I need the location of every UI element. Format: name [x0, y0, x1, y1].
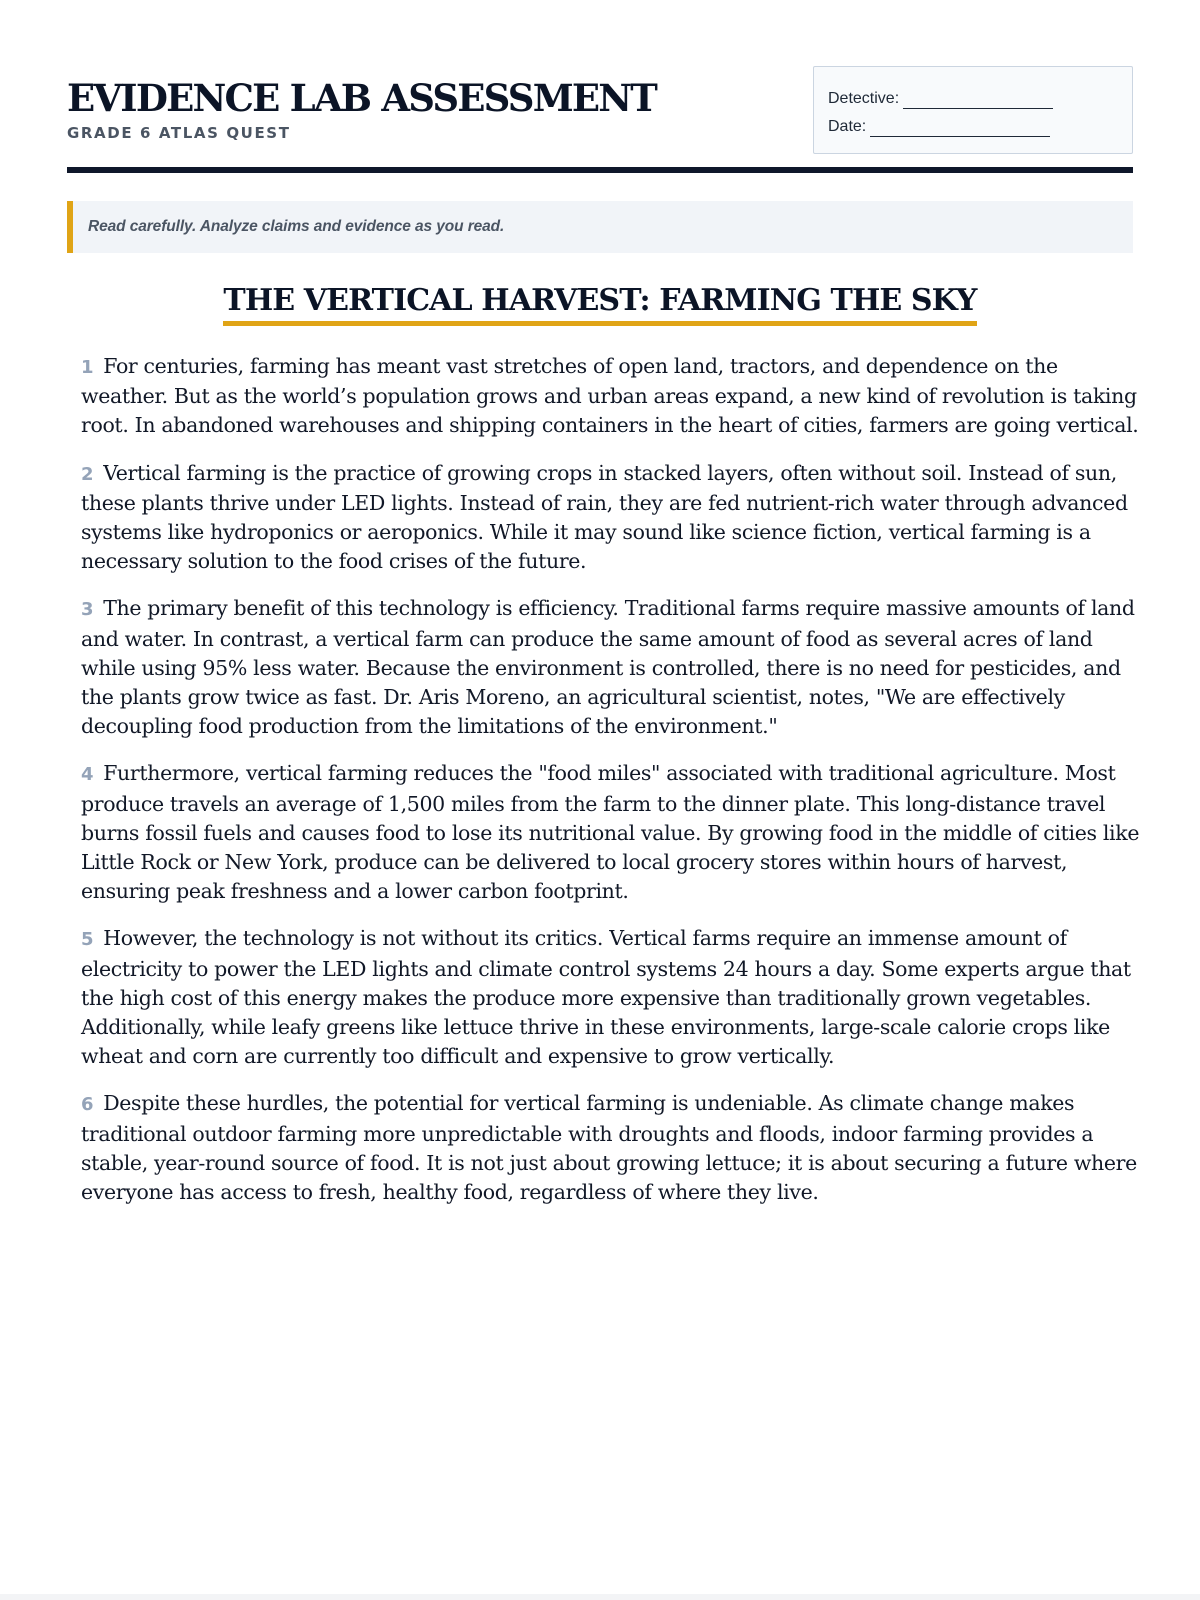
detective-label: Detective:	[828, 90, 900, 107]
student-info-box	[813, 66, 1133, 154]
worksheet-header	[67, 66, 1133, 176]
instructions-banner	[67, 201, 1133, 253]
paragraph-number: 1	[81, 357, 94, 378]
paragraph-3	[81, 594, 1141, 741]
paragraph-text: Vertical farming is the practice of growing crops in stacked layers, often without soil. Instead of sun, these plants thrive under LED lights. Instead of rain, they are fed nutrient-rich water through advanced systems like hydroponics or aeroponics. While it may sound like science fiction, vertical farming is a necessary solution to the food crises of the future.	[81, 460, 1128, 574]
paragraph-number: 6	[81, 1094, 94, 1116]
date-line	[828, 109, 1118, 137]
paragraph-6	[81, 1089, 1141, 1207]
instructions-text: Read carefully. Analyze claims and evidence as you read.	[88, 218, 505, 235]
date-blank[interactable]	[870, 121, 1050, 137]
detective-blank[interactable]	[903, 93, 1053, 109]
paragraph-text: Furthermore, vertical farming reduces the "food miles" associated with traditional agriculture. Most produce travels an average of 1,500 miles from the farm to the dinner plate. This long-distance travel burns fossil fuels and causes food to lose its nutritional value. By growing food in the middle of cities like Little Rock or New York, produce can be delivered to local grocery stores within hours of harvest, ensuring peak freshness and a lower carbon footprint.	[81, 761, 1140, 904]
worksheet-subtitle: GRADE 6 ATLAS QUEST	[67, 124, 291, 142]
paragraph-text: However, the technology is not without its critics. Vertical farms require an immense amount of electricity to power the LED lights and climate control systems 24 hours a day. Some experts argue that the high cost of this energy makes the produce more expensive than traditionally grown vegetables. Additionally, while leafy greens like lettuce thrive in these environments, large-scale calorie crops like wheat and corn are currently too difficult and expensive to grow vertically.	[81, 926, 1131, 1069]
date-label: Date:	[828, 118, 867, 135]
paragraph-number: 3	[81, 599, 94, 621]
detective-line	[828, 81, 1118, 109]
paragraph-1	[81, 352, 1141, 441]
paragraph-number: 4	[81, 764, 94, 786]
paragraph-5	[81, 924, 1141, 1071]
paragraph-number: 2	[81, 463, 94, 485]
header-divider	[67, 167, 1133, 173]
worksheet-title: EVIDENCE LAB ASSESSMENT	[67, 76, 657, 120]
page-bottom-edge	[0, 1594, 1200, 1600]
article-body	[81, 352, 1141, 1225]
paragraph-text: Despite these hurdles, the potential for vertical farming is undeniable. As climate change makes traditional outdoor farming more unpredictable with droughts and floods, indoor farming provides a stable, year-round source of food. It is not just about growing lettuce; it is about securing a future where everyone has access to fresh, healthy food, regardless of where they live.	[81, 1091, 1137, 1205]
paragraph-2	[81, 459, 1141, 577]
article-title-container	[0, 282, 1200, 326]
article-title: THE VERTICAL HARVEST: FARMING THE SKY	[223, 282, 976, 326]
paragraph-number: 5	[81, 929, 94, 951]
paragraph-text: The primary benefit of this technology is efficiency. Traditional farms require massive amounts of land and water. In contrast, a vertical farm can produce the same amount of food as several acres of land while using 95% less water. Because the environment is controlled, there is no need for pesticides, and the plants grow twice as fast. Dr. Aris Moreno, an agricultural scientist, notes, "We are effectively decoupling food production from the limitations of the environment."	[81, 596, 1135, 739]
paragraph-text: For centuries, farming has meant vast stretches of open land, tractors, and dependence on the weather. But as the world’s population grows and urban areas expand, a new kind of revolution is taking root. In abandoned warehouses and shipping containers in the heart of cities, farmers are going vertical.	[81, 354, 1139, 438]
paragraph-4	[81, 759, 1141, 906]
